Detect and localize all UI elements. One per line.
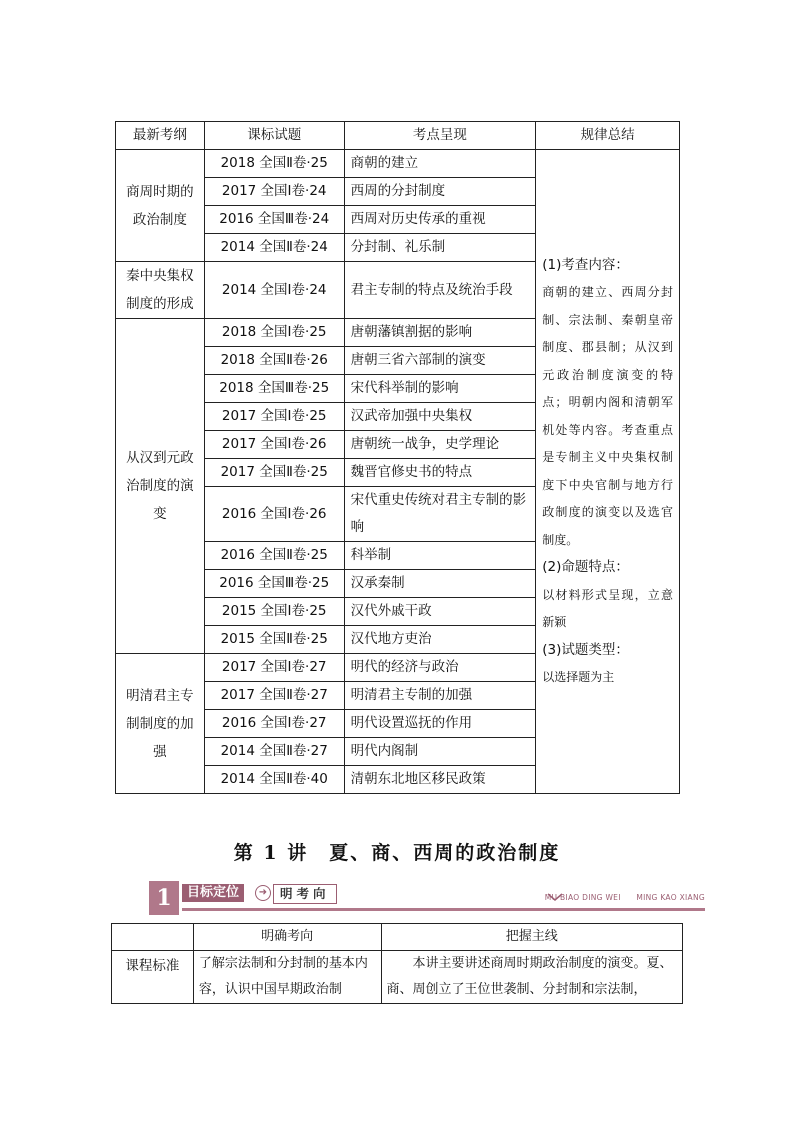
header-direction: 明确考向 <box>193 924 381 951</box>
section-number: 1 <box>149 881 179 915</box>
exam-point: 明代的经济与政治 <box>344 654 536 682</box>
header-outline: 最新考纲 <box>116 122 205 150</box>
summary-heading: (1)考查内容： <box>542 256 629 273</box>
exam-outline-table <box>115 121 680 794</box>
exam-paper: 2017 全国Ⅰ卷·25 <box>204 403 344 431</box>
exam-paper: 2017 全国Ⅰ卷·24 <box>204 178 344 206</box>
exam-paper: 2015 全国Ⅰ卷·25 <box>204 598 344 626</box>
outline-topic: 秦中央集权制度的形成 <box>116 262 205 319</box>
table-row <box>116 150 680 178</box>
section-english-label: MU BIAO DING WEI MING KAO XIANG <box>544 893 705 902</box>
table-header-row <box>112 924 683 951</box>
exam-paper: 2017 全国Ⅱ卷·25 <box>204 459 344 487</box>
table-header-row <box>116 122 680 150</box>
header-exam-paper: 课标试题 <box>204 122 344 150</box>
rule-summary <box>536 150 680 794</box>
exam-point: 分封制、礼乐制 <box>344 234 536 262</box>
exam-point: 唐朝藩镇割据的影响 <box>344 319 536 347</box>
row-label: 课程标准 <box>112 951 194 1004</box>
exam-point: 汉承秦制 <box>344 570 536 598</box>
exam-point: 唐朝统一战争，史学理论 <box>344 431 536 459</box>
exam-point: 宋代重史传统对君主专制的影响 <box>344 487 536 542</box>
section-banner <box>149 881 705 915</box>
header-main-line: 把握主线 <box>381 924 682 951</box>
direction-text: 了解宗法制和分封制的基本内容，认识中国早期政治制 <box>193 951 381 1004</box>
exam-paper: 2016 全国Ⅰ卷·27 <box>204 710 344 738</box>
exam-point: 魏晋官修史书的特点 <box>344 459 536 487</box>
exam-point: 明代设置巡抚的作用 <box>344 710 536 738</box>
main-line-text: 本讲主要讲述商周时期政治制度的演变。夏、商、周创立了王位世袭制、分封制和宗法制， <box>381 951 682 1004</box>
exam-paper: 2017 全国Ⅱ卷·27 <box>204 682 344 710</box>
exam-paper: 2016 全国Ⅰ卷·26 <box>204 487 344 542</box>
exam-paper: 2018 全国Ⅱ卷·26 <box>204 347 344 375</box>
exam-point: 商朝的建立 <box>344 150 536 178</box>
header-exam-point: 考点呈现 <box>344 122 536 150</box>
course-standard-table <box>111 923 683 1004</box>
header-summary: 规律总结 <box>536 122 680 150</box>
exam-point: 科举制 <box>344 542 536 570</box>
exam-point: 汉代地方吏治 <box>344 626 536 654</box>
section-title: 目标定位 <box>182 884 244 902</box>
exam-point: 汉代外戚干政 <box>344 598 536 626</box>
exam-paper: 2018 全国Ⅱ卷·25 <box>204 150 344 178</box>
exam-point: 君主专制的特点及统治手段 <box>344 262 536 319</box>
exam-paper: 2016 全国Ⅲ卷·24 <box>204 206 344 234</box>
summary-text: 以选择题为主 <box>542 670 615 684</box>
exam-point: 唐朝三省六部制的演变 <box>344 347 536 375</box>
table-row <box>112 951 683 1004</box>
summary-text: 以材料形式呈现，立意新颖 <box>542 587 673 629</box>
exam-paper: 2017 全国Ⅰ卷·27 <box>204 654 344 682</box>
exam-point: 明代内阁制 <box>344 738 536 766</box>
exam-point: 明清君主专制的加强 <box>344 682 536 710</box>
lecture-title: 第 1 讲 夏、商、西周的政治制度 <box>233 842 561 864</box>
exam-point: 清朝东北地区移民政策 <box>344 766 536 794</box>
exam-paper: 2018 全国Ⅰ卷·25 <box>204 319 344 347</box>
exam-paper: 2014 全国Ⅱ卷·24 <box>204 234 344 262</box>
exam-outline-body <box>116 150 680 794</box>
circle-arrow-icon: ➜ <box>255 885 271 901</box>
outline-topic: 商周时期的政治制度 <box>116 150 205 262</box>
exam-paper: 2016 全国Ⅱ卷·25 <box>204 542 344 570</box>
outline-topic: 明清君主专制制度的加强 <box>116 654 205 794</box>
exam-paper: 2014 全国Ⅱ卷·27 <box>204 738 344 766</box>
section-subtitle: 明考向 <box>273 884 337 904</box>
summary-text: 商朝的建立、西周分封制、宗法制、秦朝皇帝制度、郡县制；从汉到元政治制度演变的特点；明朝内阁和清朝军机处等内容。考查重点是专制主义中央集权制度下中央官制与地方行政制度的演变以及选官制度。 <box>542 285 673 547</box>
exam-paper: 2018 全国Ⅲ卷·25 <box>204 375 344 403</box>
exam-paper: 2015 全国Ⅱ卷·25 <box>204 626 344 654</box>
exam-paper: 2014 全国Ⅰ卷·24 <box>204 262 344 319</box>
exam-point: 宋代科举制的影响 <box>344 375 536 403</box>
banner-rule <box>182 908 705 911</box>
exam-point: 汉武帝加强中央集权 <box>344 403 536 431</box>
summary-heading: (2)命题特点： <box>542 559 629 575</box>
exam-paper: 2017 全国Ⅰ卷·26 <box>204 431 344 459</box>
outline-topic: 从汉到元政治制度的演变 <box>116 319 205 654</box>
exam-paper: 2014 全国Ⅱ卷·40 <box>204 766 344 794</box>
exam-point: 西周对历史传承的重视 <box>344 206 536 234</box>
exam-paper: 2016 全国Ⅲ卷·25 <box>204 570 344 598</box>
summary-heading: (3)试题类型： <box>542 641 629 658</box>
exam-point: 西周的分封制度 <box>344 178 536 206</box>
header-empty <box>112 924 194 951</box>
